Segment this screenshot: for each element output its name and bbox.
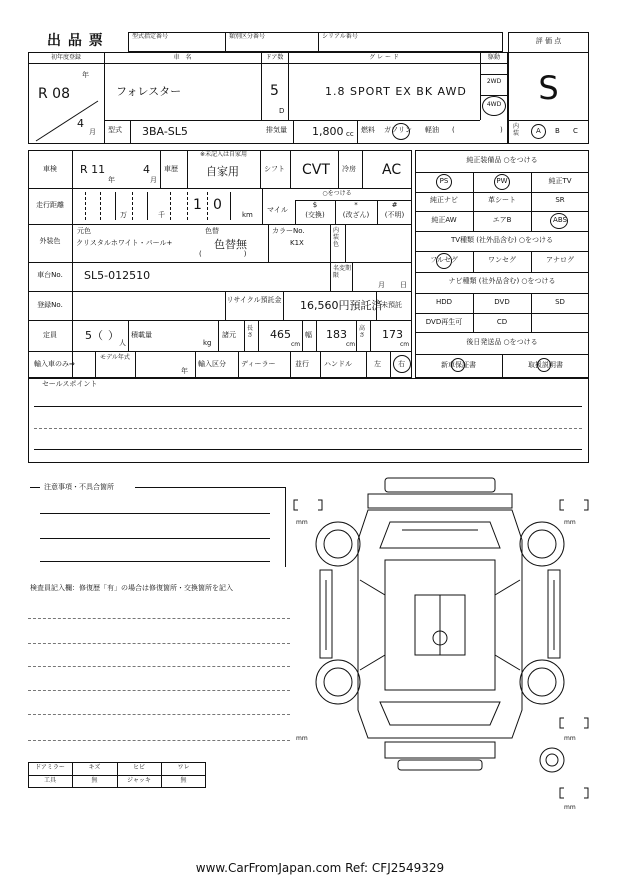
equip-navi: 純正ナビ	[430, 196, 458, 204]
color-code-value: K1X	[290, 239, 304, 247]
shift-label: シフト	[264, 165, 285, 173]
color-orig-label: 元色	[77, 227, 91, 235]
equip-tv: 純正TV	[548, 177, 572, 185]
first-reg-label: 初年度登録	[50, 54, 81, 61]
chassis-value: SL5-012510	[84, 269, 151, 282]
first-reg-era: R 08	[38, 86, 70, 102]
mileage-unknown: (不明)	[384, 211, 405, 219]
equip-ps: PS	[439, 177, 449, 185]
mileage-man-unit: 万	[120, 211, 127, 219]
equip-abs-circle	[550, 213, 568, 229]
drive-label: 駆動	[487, 54, 500, 61]
length-unit: cm	[291, 341, 301, 348]
import-type-label: 輸入区分	[198, 360, 226, 368]
tv-title: TV種類 (社外品含む) ○をつける	[450, 236, 554, 244]
mileage-exchanged-sym: $	[312, 201, 318, 209]
length-value: 465	[270, 328, 291, 341]
diagram-mm-4: mm	[564, 735, 576, 742]
capacity-label: 定員	[43, 331, 57, 339]
form-title: 出 品 票	[47, 33, 104, 49]
type-cert-label: 型式指定番号	[132, 33, 169, 40]
footer-watermark: www.CarFromJapan.com Ref: CFJ2549329	[195, 861, 445, 875]
car-damage-diagram	[290, 470, 590, 830]
shaken-value: R 11	[80, 163, 106, 176]
first-reg-month: 4	[77, 117, 84, 130]
equip-aw: 純正AW	[431, 216, 457, 224]
grade-point-value: S	[538, 69, 559, 107]
later-title: 後日発送品 ○をつける	[466, 338, 538, 346]
load-unit: kg	[203, 339, 212, 347]
color-paint-paren: ( )	[199, 250, 247, 258]
tv-fullseg: フルセグ	[430, 256, 458, 264]
mileage-unknown-sym: #	[391, 201, 398, 209]
tv-analog: アナログ	[546, 256, 574, 264]
later-warranty-circle	[451, 358, 465, 372]
model-year-label: モデル年式	[100, 354, 130, 361]
tool-header-2: キズ	[88, 764, 101, 771]
later-warranty: 新車保証書	[441, 361, 476, 369]
mileage-exchanged: (交換)	[305, 211, 325, 219]
equip-leather: 革シート	[488, 196, 516, 204]
interior-label: 内装	[513, 123, 520, 137]
recycle-unpaid: 未預託	[381, 301, 402, 309]
height-value: 173	[382, 328, 403, 341]
color-code-label: カラーNo.	[272, 227, 305, 235]
shift-value: CVT	[302, 162, 330, 178]
navi-sd: SD	[555, 298, 565, 306]
tool-header-1: ドアミラー	[35, 764, 65, 771]
mileage-digit-2: 0	[213, 197, 222, 213]
interior-a-circle	[531, 124, 546, 139]
tool-cell-3: ジャッキ	[127, 777, 151, 784]
navi-dvd: DVD	[494, 298, 510, 306]
fuel-paren-right: )	[500, 126, 503, 134]
shaken-year-unit: 年	[108, 176, 115, 184]
displacement-value: 1,800	[312, 125, 344, 138]
import-parallel: 並行	[295, 360, 309, 368]
later-manual-circle	[537, 358, 551, 372]
capacity-value: 5（	[85, 329, 103, 342]
mileage-mile: マイル	[267, 206, 288, 214]
mileage-circle-note: ○をつける	[322, 190, 352, 197]
tool-cell-1: 工具	[43, 777, 56, 784]
grade-point-label: 評 価 点	[535, 37, 562, 45]
fuel-label: 燃料	[361, 126, 375, 134]
import-label: 輸入車のみ⇒	[34, 360, 75, 368]
history-note: ※未記入は自家用	[200, 151, 248, 158]
diagram-mm-3: mm	[296, 735, 308, 742]
name-change-day: 日	[400, 281, 407, 289]
mileage-label: 走行距離	[36, 201, 64, 209]
mileage-sen-unit: 千	[158, 211, 165, 219]
navi-cd: CD	[496, 318, 508, 326]
door-type: D	[279, 107, 285, 115]
equip-sr: SR	[555, 196, 565, 204]
navi-dvd-play: DVD再生可	[425, 318, 463, 326]
recycle-value: 16,560円預託済	[300, 299, 383, 312]
color-paint-label: 色替	[205, 227, 219, 235]
tool-cell-4: 無	[180, 777, 187, 784]
door-count: 5	[270, 83, 279, 99]
equip-ps-circle	[436, 174, 452, 190]
grade-value: 1.8 SPORT EX BK AWD	[325, 85, 467, 98]
history-label: 車歴	[164, 165, 178, 173]
diesel-label: 軽油	[425, 126, 439, 134]
capacity-unit: 人	[119, 339, 126, 347]
navi-title: ナビ種類 (社外品含む) ○をつける	[448, 277, 556, 285]
diagram-mm-1: mm	[296, 519, 308, 526]
first-reg-month-unit: 月	[89, 128, 96, 136]
length-label: 長さ	[247, 325, 254, 340]
mileage-altered: (改ざん)	[342, 211, 370, 219]
handle-right-circle	[393, 355, 411, 373]
shaken-month-unit: 月	[150, 176, 157, 184]
height-label: 高さ	[359, 325, 366, 340]
later-manual: 取扱説明書	[528, 361, 563, 369]
load-label: 積載量	[131, 331, 152, 339]
height-unit: cm	[400, 341, 410, 348]
width-value: 183	[326, 328, 347, 341]
tool-header-3: ヒビ	[132, 764, 145, 771]
mileage-altered-sym: *	[354, 201, 358, 209]
car-name: フォレスター	[116, 85, 182, 98]
drive-4wd: 4WD	[486, 101, 502, 108]
ac-value: AC	[382, 162, 402, 178]
reg-label: 登録No.	[37, 301, 63, 309]
interior-b: B	[555, 127, 560, 135]
class-label: 類別区分番号	[229, 33, 266, 40]
mileage-km-unit: km	[242, 211, 253, 219]
model-label: 型式	[108, 126, 122, 134]
width-unit: cm	[346, 341, 356, 348]
import-dealer: ディーラー	[241, 360, 276, 368]
tv-fullseg-circle	[436, 253, 452, 269]
handle-right: 右	[398, 360, 405, 368]
color-paint-value: 色替無	[214, 238, 247, 251]
dims-label: 諸元	[222, 331, 236, 339]
equipment-title: 純正装備品 ○をつける	[466, 156, 538, 164]
recycle-label: リサイクル預託金	[226, 296, 282, 304]
handle-left: 左	[374, 360, 381, 368]
color-orig-value: クリスタルホワイト・パール+	[76, 239, 173, 247]
tool-header-4: ワレ	[177, 764, 190, 771]
displacement-label: 排気量	[266, 126, 287, 134]
color-interior-label: 内装色	[333, 227, 340, 248]
mileage-digit-1: 1	[193, 197, 202, 213]
equip-pw-circle	[494, 174, 510, 190]
navi-hdd: HDD	[435, 298, 453, 306]
handle-label: ハンドル	[324, 360, 352, 368]
tool-cell-2: 無	[91, 777, 98, 784]
equip-airbag: エアB	[492, 216, 512, 224]
name-change-month: 月	[378, 281, 385, 289]
car-name-label: 車 名	[173, 54, 192, 61]
interior-c: C	[573, 127, 578, 135]
model-value: 3BA-SL5	[142, 125, 188, 138]
notes-label: 注意事項・不具合箇所	[44, 483, 114, 491]
width-label: 幅	[305, 331, 312, 339]
history-value: 自家用	[206, 165, 239, 178]
model-year-unit: 年	[181, 367, 188, 375]
sales-point-box	[28, 378, 589, 463]
fuel-gasoline-circle	[392, 123, 410, 140]
header-id-box	[128, 32, 503, 52]
serial-label: シリアル番号	[322, 33, 358, 40]
diagram-mm-5: mm	[564, 804, 576, 811]
shaken-month: 4	[143, 163, 150, 176]
drive-4wd-circle	[482, 96, 506, 116]
grade-label: グ レ ー ド	[369, 54, 399, 61]
shaken-label: 車検	[43, 165, 57, 173]
fuel-value: ガソリン	[384, 126, 412, 134]
tv-oneseg: ワンセグ	[488, 256, 516, 264]
inspector-label: 検査員記入欄：修復歴「有」の場合は修復箇所・交換箇所を記入	[30, 584, 233, 592]
door-label: ドア数	[265, 54, 284, 61]
fuel-paren-left: (	[452, 126, 455, 134]
drive-2wd: 2WD	[486, 78, 502, 85]
equip-abs: ABS	[553, 216, 567, 224]
first-reg-year-unit: 年	[82, 71, 89, 79]
capacity-close: ）	[108, 329, 119, 342]
equip-pw: PW	[496, 177, 508, 185]
displacement-unit: cc	[346, 130, 354, 138]
diagram-mm-2: mm	[564, 519, 576, 526]
chassis-label: 車台No.	[37, 271, 63, 279]
name-change-label: 名変期限	[333, 265, 352, 280]
color-label: 外装色	[39, 237, 61, 245]
interior-a: A	[536, 127, 541, 135]
sales-point-label: セールスポイント	[42, 380, 98, 388]
ac-label: 冷房	[342, 165, 356, 173]
